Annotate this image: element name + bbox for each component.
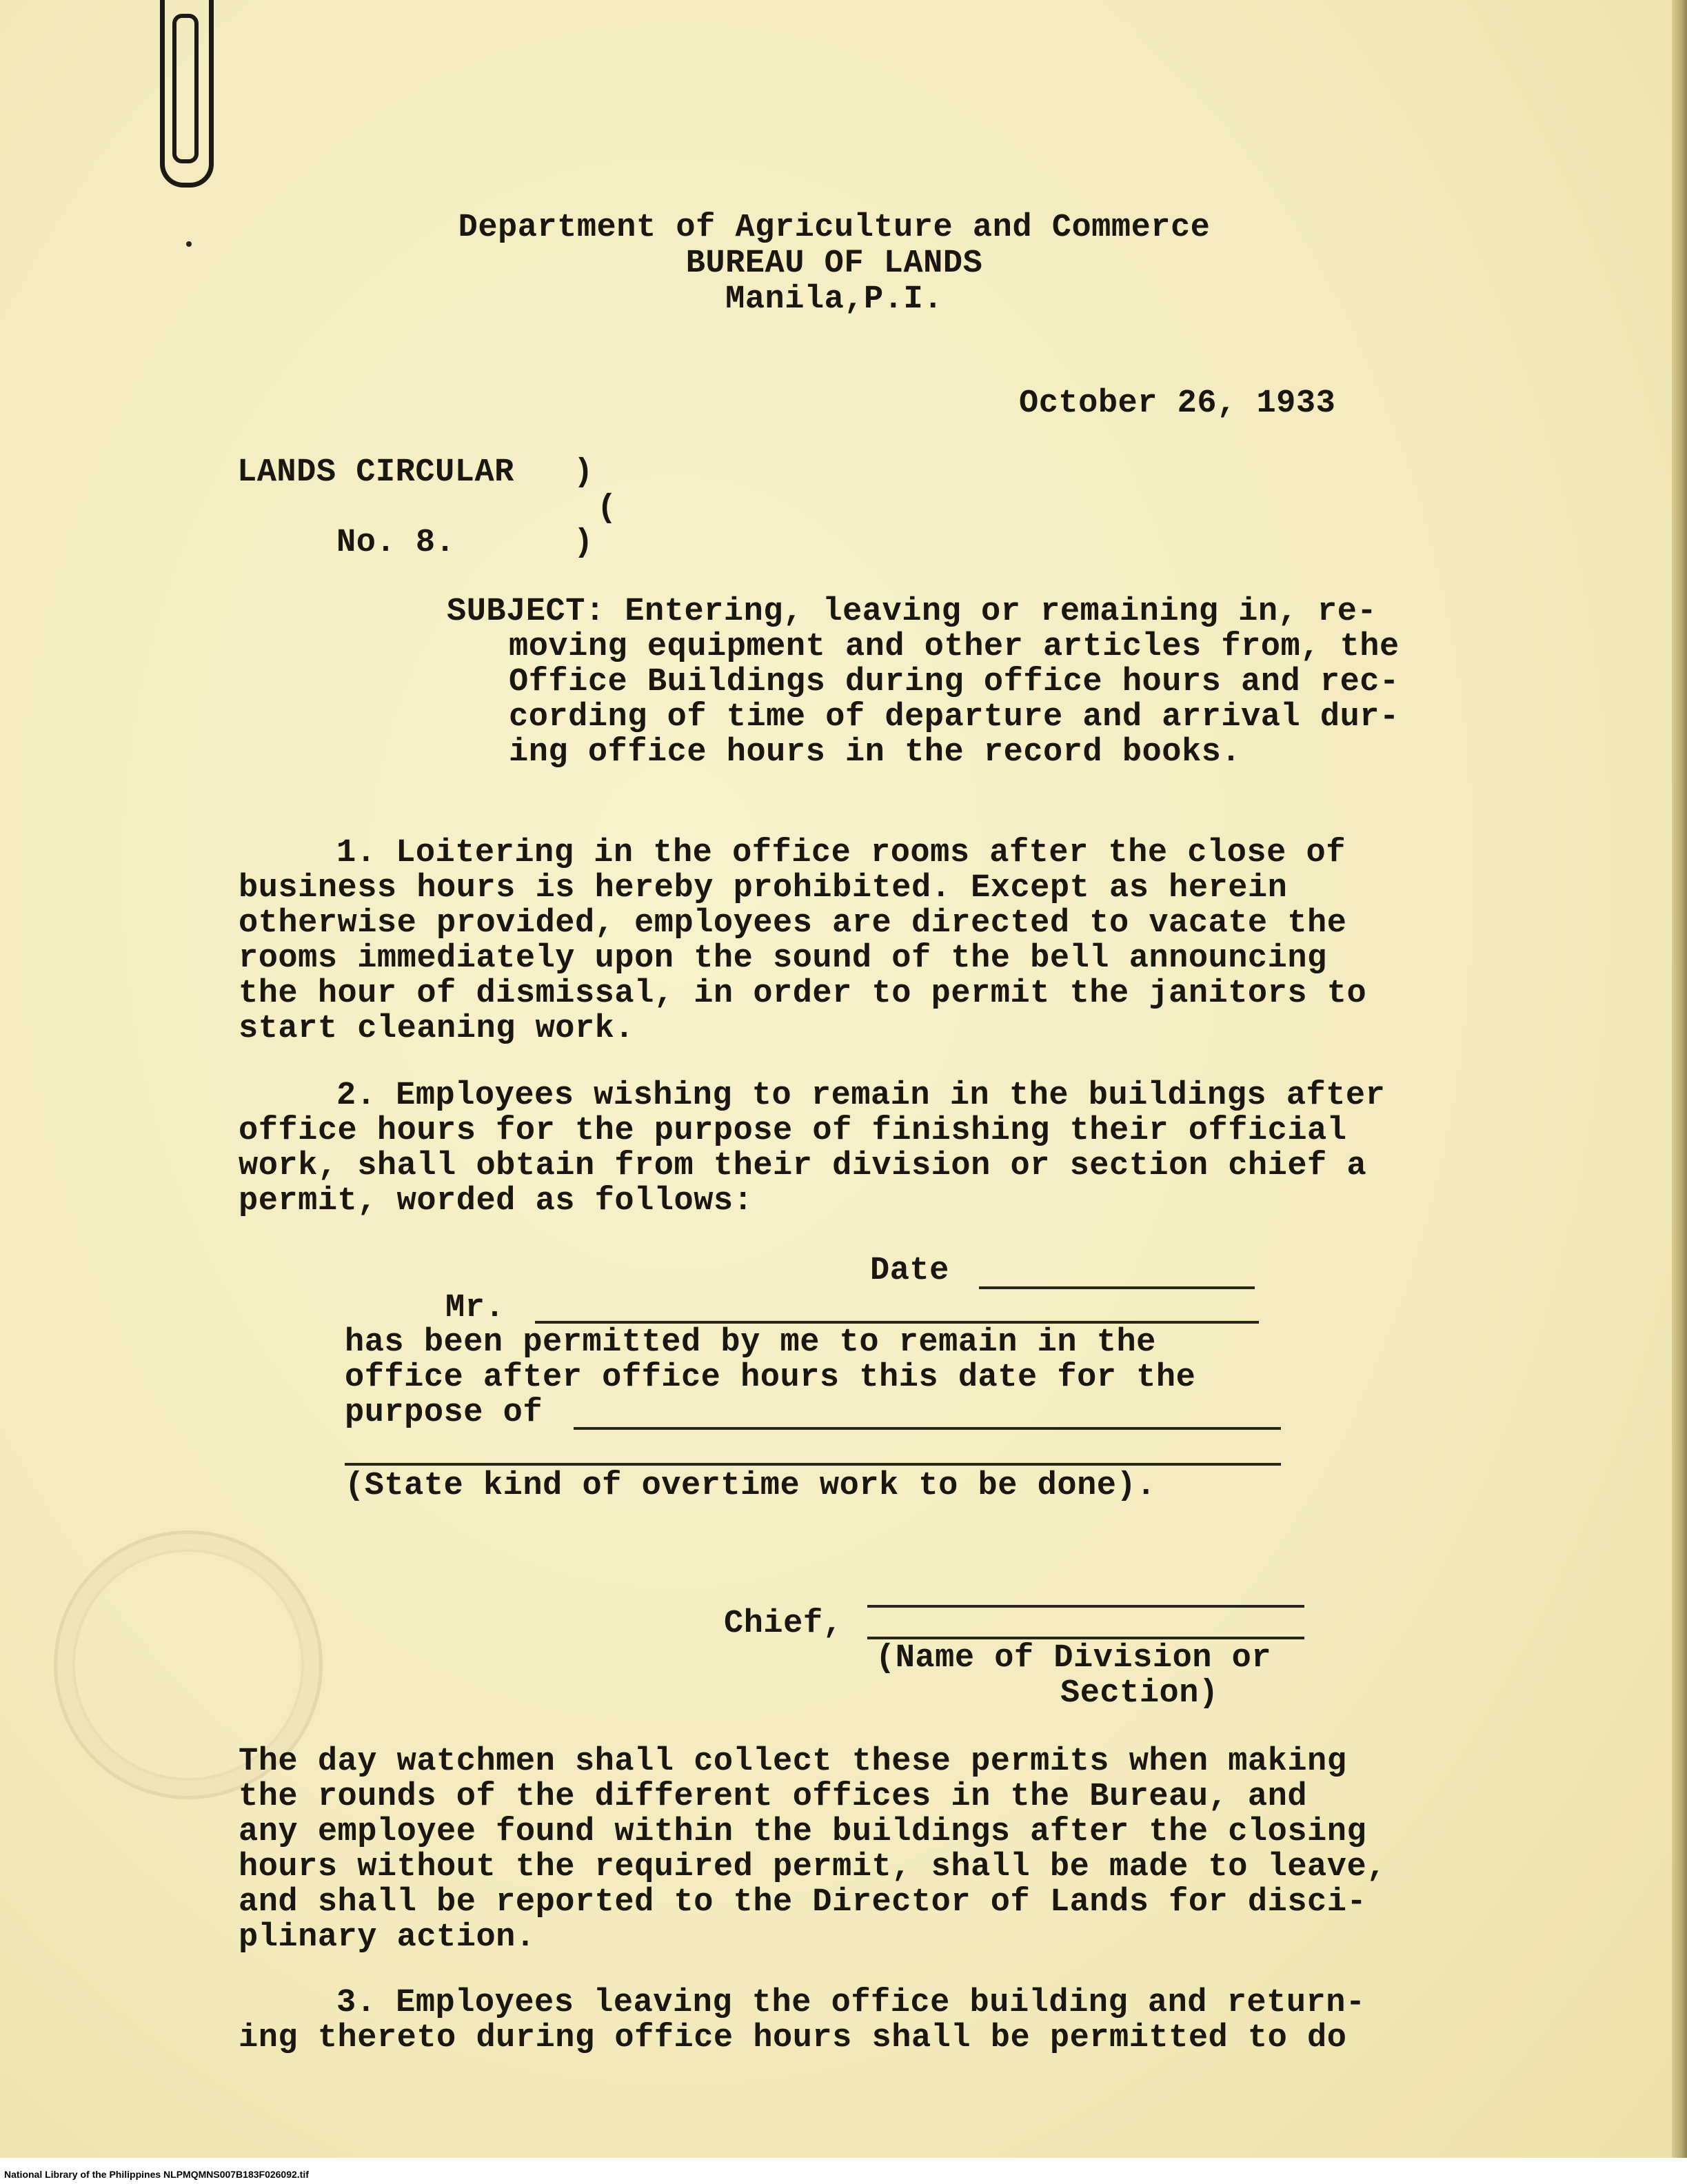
paragraph-line: The day watchmen shall collect these permits when making <box>239 1743 1347 1780</box>
circular-paren-2: ( <box>597 490 617 527</box>
header-department: Department of Agriculture and Commerce <box>458 210 1211 246</box>
paragraph-line: 3. Employees leaving the office building and return- <box>336 1985 1366 2021</box>
permit-purpose-line-2 <box>345 1463 1281 1466</box>
subject-line: SUBJECT: Entering, leaving or remaining in, re- <box>447 594 1377 630</box>
paragraph-line: 2. Employees wishing to remain in the buildings after <box>336 1078 1386 1114</box>
paragraph-line: permit, worded as follows: <box>239 1183 754 1220</box>
paragraph-line: rooms immediately upon the sound of the bell announcing <box>239 940 1327 977</box>
permit-division-line-1: (Name of Division or <box>876 1640 1272 1677</box>
circular-number: No. 8. <box>336 525 456 561</box>
paragraph-line: the rounds of the different offices in the Bureau, and <box>239 1779 1308 1815</box>
permit-name-line <box>535 1321 1259 1324</box>
paper-clip-inner-icon <box>172 14 199 163</box>
document-date: October 26, 1933 <box>1019 385 1336 422</box>
paragraph-line: 1. Loitering in the office rooms after the close of <box>336 835 1346 871</box>
paragraph-line: otherwise provided, employees are directed to vacate the <box>239 905 1347 942</box>
chief-signature-line <box>867 1605 1304 1608</box>
permit-mr-label: Mr. <box>445 1290 505 1326</box>
paragraph-line: the hour of dismissal, in order to permit the janitors to <box>239 975 1367 1012</box>
paragraph-line: start cleaning work. <box>239 1011 635 1047</box>
scan-footer-strip <box>0 2158 1687 2184</box>
paragraph-line: ing thereto during office hours shall be permitted to do <box>239 2020 1347 2056</box>
permit-chief-label: Chief, <box>724 1606 843 1642</box>
circular-paren-1: ) <box>574 454 594 491</box>
scan-credit: National Library of the Philippines NLPMQMNS007B183F026092.tif <box>4 2169 309 2180</box>
permit-date-line <box>979 1286 1255 1289</box>
subject-line: cording of time of departure and arrival dur- <box>509 699 1400 736</box>
paragraph-line: plinary action. <box>239 1919 536 1956</box>
permit-date-label: Date <box>870 1253 949 1289</box>
paragraph-line: work, shall obtain from their division or section chief a <box>239 1148 1367 1184</box>
circular-paren-3: ) <box>574 525 594 561</box>
paragraph-line: hours without the required permit, shall be made to leave, <box>239 1849 1386 1885</box>
permit-purpose-label: purpose of <box>345 1395 543 1431</box>
subject-line: Office Buildings during office hours and rec- <box>509 664 1400 700</box>
permit-purpose-line <box>574 1427 1281 1430</box>
permit-line: office after office hours this date for the <box>345 1359 1196 1396</box>
permit-division-line-2: Section) <box>1060 1675 1219 1712</box>
permit-overtime-note: (State kind of overtime work to be done). <box>345 1468 1156 1504</box>
circular-title: LANDS CIRCULAR <box>237 454 514 491</box>
chief-division-line <box>867 1637 1304 1639</box>
paragraph-line: any employee found within the buildings after the closing <box>239 1814 1367 1850</box>
paragraph-line: office hours for the purpose of finishing their official <box>239 1113 1347 1149</box>
header-bureau: BUREAU OF LANDS <box>685 245 983 282</box>
subject-line: ing office hours in the record books. <box>509 734 1242 771</box>
header-location: Manila,P.I. <box>725 281 943 318</box>
permit-line: has been permitted by me to remain in the <box>345 1324 1156 1361</box>
paragraph-line: business hours is hereby prohibited. Except as herein <box>239 870 1288 907</box>
page-edge <box>1672 0 1687 2158</box>
paragraph-line: and shall be reported to the Director of Lands for disci- <box>239 1884 1367 1921</box>
subject-line: moving equipment and other articles from, the <box>509 629 1400 665</box>
